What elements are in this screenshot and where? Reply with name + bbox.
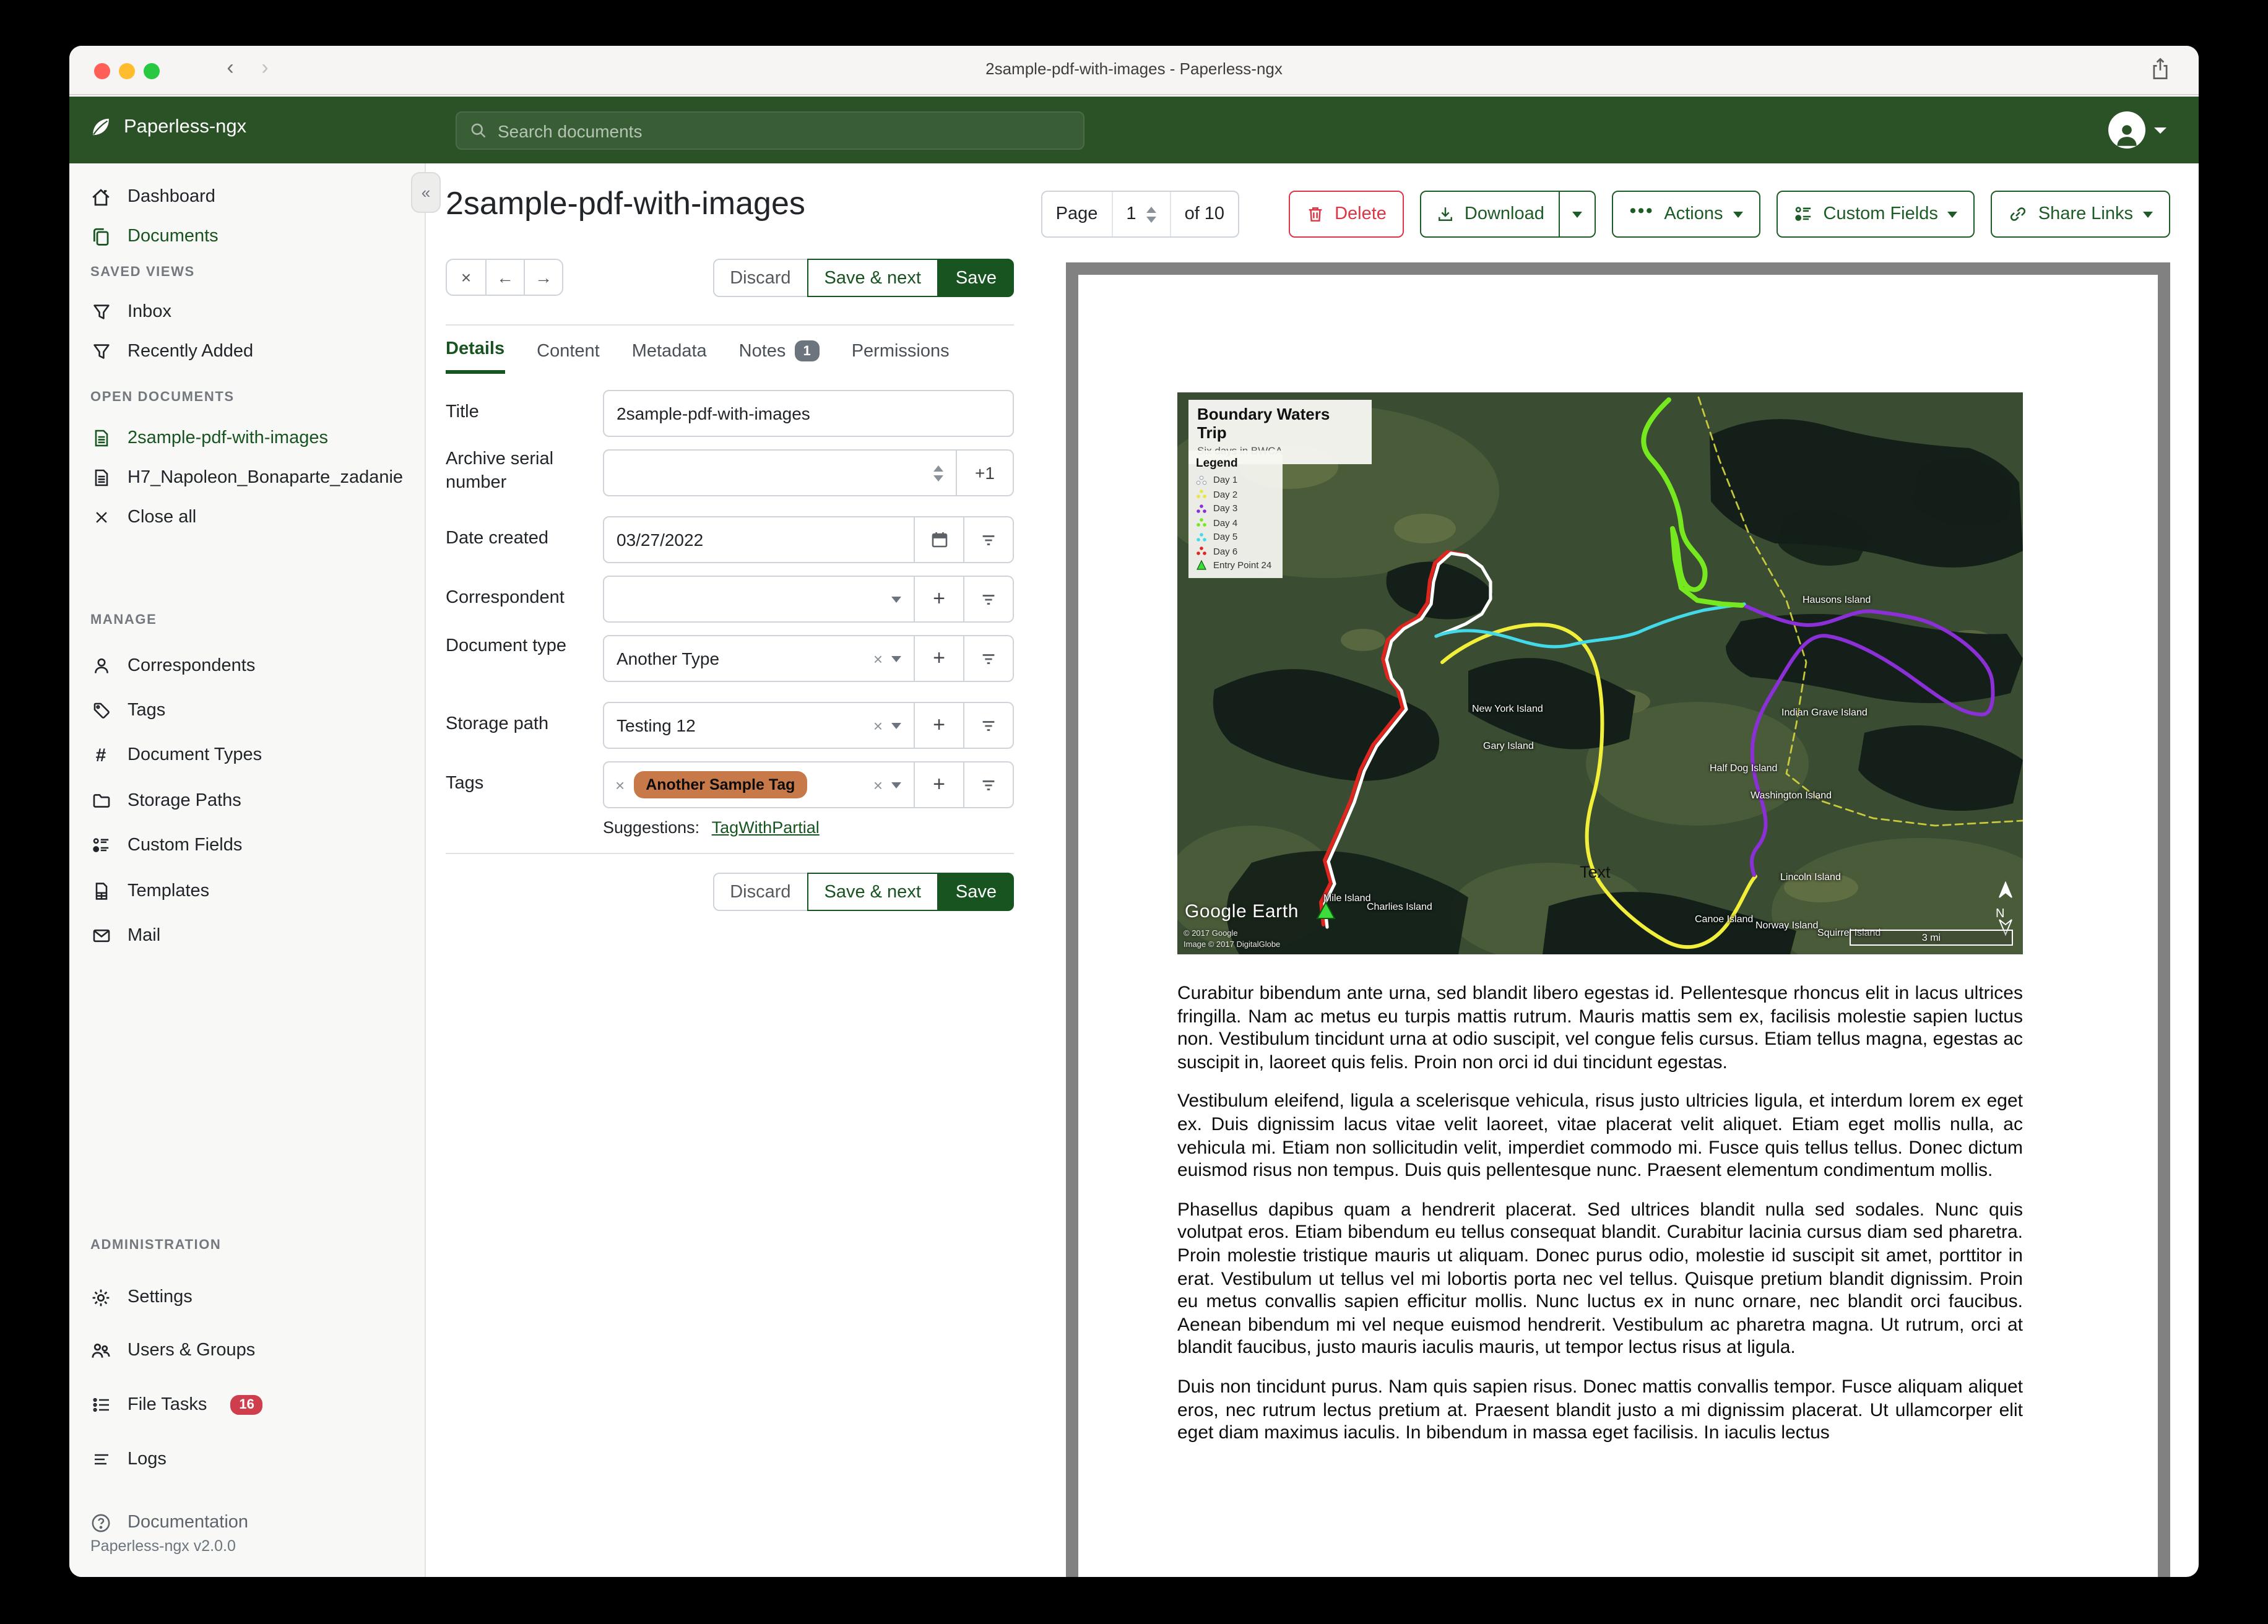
sidebar-item-dashboard[interactable] <box>69 182 425 212</box>
sidebar-item-label: Users & Groups <box>128 1341 256 1360</box>
save-button[interactable]: Save <box>938 259 1014 297</box>
map-label: Lincoln Island <box>1780 871 1841 883</box>
tab-notes[interactable]: Notes 1 <box>739 339 820 374</box>
next-document-button[interactable]: → <box>524 260 562 295</box>
share-icon[interactable] <box>2149 56 2171 83</box>
notes-badge: 1 <box>794 340 819 361</box>
chevron-down-icon <box>2154 127 2166 133</box>
sidebar-item-label: Document Types <box>128 745 262 765</box>
window-title: 2sample-pdf-with-images - Paperless-ngx <box>985 59 1283 78</box>
date-created-input[interactable]: 03/27/2022 <box>603 516 915 563</box>
map-label: Hausons Island <box>1803 594 1871 605</box>
sidebar-item-document-types[interactable] <box>69 740 425 770</box>
map-legend <box>1188 451 1283 578</box>
discard-button[interactable]: Discard <box>712 259 807 297</box>
sidebar-item-tags[interactable] <box>69 696 425 725</box>
storage-path-label: Storage path <box>446 714 549 734</box>
documents-icon <box>90 226 111 247</box>
sidebar-item-label: Correspondents <box>128 656 256 676</box>
suggestions-label: Suggestions: <box>603 818 700 837</box>
file-text-icon <box>90 467 111 488</box>
legend-item: Day 1 <box>1196 474 1275 485</box>
sidebar-item-inbox[interactable] <box>69 297 425 327</box>
map-label: Charlies Island <box>1367 901 1432 912</box>
legend-item: Day 4 <box>1196 517 1275 528</box>
legend-item: Day 2 <box>1196 488 1275 499</box>
map-image <box>1177 392 2023 954</box>
sidebar-item-templates[interactable] <box>69 876 425 906</box>
custom-fields-button[interactable]: Custom Fields <box>1777 191 1975 238</box>
sidebar-item-label: Documentation <box>128 1513 249 1532</box>
discard-button[interactable]: Discard <box>712 873 807 911</box>
title-label: Title <box>446 402 479 422</box>
logs-icon <box>90 1449 111 1470</box>
page-widget <box>1041 191 1239 238</box>
sidebar-item-label: Dashboard <box>128 187 215 207</box>
sidebar-item-label: Custom Fields <box>128 836 243 855</box>
download-split-button <box>1420 191 1596 238</box>
link-icon <box>2009 204 2028 224</box>
actions-button[interactable]: ••• Actions <box>1612 191 1760 238</box>
tags-add-button[interactable]: + <box>915 761 964 808</box>
sidebar-item-label: Templates <box>128 881 210 901</box>
question-circle-icon <box>90 1512 111 1533</box>
gear-icon <box>90 1287 111 1308</box>
search-icon <box>469 121 488 140</box>
sidebar-item-open-doc-1[interactable] <box>69 423 425 453</box>
map-label: Gary Island <box>1483 740 1534 751</box>
template-file-icon <box>90 881 111 902</box>
asn-label: Archive serial number <box>446 449 554 493</box>
hash-icon: # <box>95 745 106 766</box>
remove-tag-icon[interactable]: × <box>615 775 625 794</box>
download-options-button[interactable] <box>1559 192 1595 236</box>
person-icon <box>90 655 111 676</box>
map-text-annotation: Text <box>1580 863 1611 881</box>
browser-back-icon[interactable]: ‹ <box>227 56 234 79</box>
clear-icon[interactable]: × <box>873 775 883 794</box>
map-label: Norway Island <box>1755 920 1819 931</box>
page-spinner[interactable] <box>1146 206 1156 222</box>
close-document-button[interactable]: × <box>461 267 472 287</box>
asn-input[interactable] <box>603 449 957 496</box>
sidebar-item-label: Close all <box>128 508 197 527</box>
suggestions-row <box>603 818 820 837</box>
storage-path-select[interactable]: Testing 12 × <box>603 702 915 749</box>
document-type-filter-button[interactable] <box>964 635 1014 682</box>
date-filter-button[interactable] <box>964 516 1014 563</box>
custom-fields-icon <box>90 835 111 856</box>
sidebar-item-label: 2sample-pdf-with-images <box>128 428 328 448</box>
sidebar-item-label: Logs <box>128 1449 167 1469</box>
sidebar-item-label: Settings <box>128 1287 193 1307</box>
manage-header: MANAGE <box>90 613 157 628</box>
tab-permissions[interactable]: Permissions <box>851 341 950 361</box>
map-label: Mile Island <box>1323 892 1371 904</box>
sidebar-item-label: Inbox <box>128 302 171 322</box>
tags-filter-button[interactable] <box>964 761 1014 808</box>
details-form <box>446 382 1014 927</box>
sidebar-item-label: Recently Added <box>128 342 254 361</box>
pdf-page <box>1078 275 2158 1577</box>
previous-document-button[interactable]: ← <box>485 260 524 295</box>
funnel-icon <box>90 341 111 362</box>
sidebar <box>69 163 426 1577</box>
svg-text:N: N <box>1996 907 2005 920</box>
map-label: Half Dog Island <box>1710 762 1778 774</box>
paperless-logo-icon <box>89 115 113 139</box>
app-window <box>69 46 2199 1577</box>
sidebar-item-label: Storage Paths <box>128 791 241 811</box>
tab-content[interactable]: Content <box>537 341 600 361</box>
ellipsis-icon: ••• <box>1629 202 1655 222</box>
calendar-button[interactable] <box>915 516 964 563</box>
sidebar-item-label: File Tasks <box>128 1395 207 1415</box>
page-count: of 10 <box>1170 192 1239 236</box>
map-title: Boundary Waters Trip <box>1197 405 1330 442</box>
page-number-input[interactable]: 1 <box>1111 192 1169 236</box>
file-text-icon <box>90 428 111 449</box>
custom-fields-icon <box>1794 204 1814 224</box>
pdf-paragraph: Curabitur bibendum ante urna, sed blandit libero egestas id. Pellentesque rhoncus elit in lacus ultrices fringilla. Nam ac metus eu turpis mattis rutrum. Mauris mattis sem ex, facilisis molestie sapien luctus non. Vestibulum tincidunt urna at odio suscipit, vel congue felis cursus. Etiam tellus magna, egestas ac suscipit in, laoreet quis felis. Proin non orci id dui tincidunt egestas. <box>1177 983 2023 1073</box>
asn-plus-one-button[interactable]: +1 <box>957 449 1014 496</box>
google-earth-logo: Google Earth <box>1185 901 1299 922</box>
sidebar-item-open-doc-2[interactable] <box>69 463 425 493</box>
app-header <box>69 97 2199 163</box>
file-tasks-badge: 16 <box>230 1395 263 1415</box>
correspondent-add-button[interactable]: + <box>915 576 964 623</box>
sidebar-item-label: Tags <box>128 701 166 720</box>
sidebar-item-file-tasks[interactable] <box>69 1390 425 1420</box>
sidebar-item-users-groups[interactable] <box>69 1336 425 1365</box>
pdf-paragraph: Vestibulum eleifend, ligula a scelerisque vehicula, risus justo ultricies ligula, et interdum lorem ex eget ex. Duis dignissim lacus vitae velit laoreet, vitae placerat velit aliquet. Etiam eget mollis nulla, ac vehicula mi. Etiam non sollicitudin velit, imperdiet commodo mi. Fusce quis tellus tellus. Donec dictum euismod risus non tempus. Duis quis pellentesque nunc. Praesent elementum condimentum mollis. <box>1177 1091 2023 1181</box>
tab-bar <box>446 339 950 374</box>
tab-details[interactable]: Details <box>446 339 504 374</box>
administration-header: ADMINISTRATION <box>90 1238 222 1253</box>
title-input[interactable]: 2sample-pdf-with-images <box>603 390 1014 437</box>
document-type-label: Document type <box>446 636 567 656</box>
users-icon <box>90 1340 111 1361</box>
sidebar-item-label: Documents <box>128 227 219 246</box>
map-attribution: © 2017 Google <box>1184 930 1238 938</box>
save-next-button[interactable]: Save & next <box>807 873 938 911</box>
date-created-label: Date created <box>446 529 549 548</box>
macos-titlebar <box>69 46 2199 95</box>
saved-views-header: SAVED VIEWS <box>90 265 195 280</box>
sidebar-item-close-all[interactable] <box>69 503 425 532</box>
clear-icon[interactable]: × <box>873 649 883 668</box>
asn-spinner[interactable] <box>933 465 943 481</box>
tags-select[interactable] <box>603 761 915 808</box>
map-scale-bar: 3 mi <box>1850 930 2013 946</box>
envelope-icon <box>90 925 111 946</box>
document-type-select[interactable]: Another Type × <box>603 635 915 682</box>
doc-nav-group <box>446 259 563 296</box>
map-attribution: Image © 2017 DigitalGlobe <box>1184 941 1281 949</box>
save-next-button[interactable]: Save & next <box>807 259 938 297</box>
folder-icon <box>90 790 111 811</box>
map-label: Washington Island <box>1751 790 1832 801</box>
sidebar-collapse-button[interactable]: « <box>411 172 441 213</box>
sidebar-item-logs[interactable] <box>69 1445 425 1474</box>
page-label: Page <box>1055 204 1098 224</box>
trash-icon <box>1306 204 1325 224</box>
sidebar-item-documentation[interactable] <box>69 1508 425 1537</box>
user-menu[interactable] <box>2108 111 2166 149</box>
sidebar-item-correspondents[interactable] <box>69 651 425 681</box>
close-icon <box>90 507 111 528</box>
legend-item: Day 6 <box>1196 545 1275 556</box>
tab-metadata[interactable]: Metadata <box>631 341 707 361</box>
legend-title: Legend <box>1196 457 1238 470</box>
open-documents-header: OPEN DOCUMENTS <box>90 390 235 405</box>
pdf-paragraph: Duis non tincidunt purus. Nam quis sapien risus. Donec mattis convallis tempor. Fusce aliquam aliquet eros, nec rutrum lectus pretium at. Praesent blandit justo a mi dignissim placerat. Ut ullamcorper elit eget diam maximus iaculis. In bibendum in massa eget facilisis. In iaculis lectus <box>1177 1376 2023 1444</box>
map-label: Indian Grave Island <box>1781 707 1868 718</box>
sidebar-item-mail[interactable] <box>69 921 425 951</box>
download-icon <box>1436 204 1455 224</box>
tag-chip[interactable]: Another Sample Tag <box>633 771 807 798</box>
correspondent-filter-button[interactable] <box>964 576 1014 623</box>
app-version: Paperless-ngx v2.0.0 <box>90 1537 236 1555</box>
tags-label: Tags <box>446 774 484 793</box>
search-input[interactable] <box>456 111 1084 150</box>
browser-forward-icon[interactable]: › <box>261 56 269 79</box>
storage-path-filter-button[interactable] <box>964 702 1014 749</box>
divider <box>446 324 1014 326</box>
sidebar-item-recently-added[interactable] <box>69 337 425 366</box>
sidebar-item-label: Mail <box>128 926 161 946</box>
correspondent-select[interactable] <box>603 576 915 623</box>
clear-icon[interactable]: × <box>873 716 883 735</box>
search-placeholder: Search documents <box>498 121 643 140</box>
tag-icon <box>90 700 111 721</box>
page-title: 2sample-pdf-with-images <box>446 184 805 222</box>
sidebar-item-label: H7_Napoleon_Bonaparte_zadanie <box>128 468 404 488</box>
delete-button[interactable]: Delete <box>1289 191 1404 238</box>
sidebar-item-settings[interactable] <box>69 1282 425 1312</box>
share-links-button[interactable]: Share Links <box>1991 191 2170 238</box>
correspondent-label: Correspondent <box>446 588 565 608</box>
toolbar <box>1041 191 2170 238</box>
save-button[interactable]: Save <box>938 873 1014 911</box>
sidebar-item-documents[interactable] <box>69 222 425 251</box>
brand[interactable] <box>89 115 246 139</box>
sidebar-item-storage-paths[interactable] <box>69 786 425 816</box>
pdf-paragraph: Phasellus dapibus quam a hendrerit placerat. Sed ultrices blandit nulla sed sodales. Nunc quis volutpat eros. Etiam bibendum eu tellus consequat blandit. Curabitur lacinia cursus diam sed pharetra. Proin molestie tristique mauris ut aliquam. Donec purus odio, molestie id suscipit sit amet, porttitor in erat. Vestibulum ut tellus vel mi lobortis porta nec vel tellus. Quisque pretium blandit dignissim. Proin eu metus convallis sapien efficitur mollis. Nunc luctus ex in nunc ornare, nec blandit orci faucibus. Aenean bibendum mi vel neque euismod hendrerit. Vestibulum ac pharetra magna. Ut rutrum, orci at blandit faucibus, justo mauris iaculis mauris, ut tempor lectus risus at ligula. <box>1177 1199 2023 1358</box>
legend-item: Entry Point 24 <box>1196 559 1275 571</box>
funnel-icon <box>90 301 111 322</box>
legend-item: Day 3 <box>1196 503 1275 514</box>
suggestion-link[interactable]: TagWithPartial <box>711 818 820 837</box>
map-label: Canoe Island <box>1695 914 1754 925</box>
map-label: Squirrel Island <box>1817 927 1881 938</box>
divider <box>446 853 1014 854</box>
avatar <box>2108 111 2145 149</box>
home-icon <box>90 186 111 207</box>
storage-path-add-button[interactable]: + <box>915 702 964 749</box>
legend-item: Day 5 <box>1196 531 1275 542</box>
save-group-bottom <box>712 873 1014 911</box>
download-button[interactable]: Download <box>1421 192 1559 236</box>
document-type-add-button[interactable]: + <box>915 635 964 682</box>
pdf-preview-frame[interactable] <box>1066 262 2170 1577</box>
map-label: New York Island <box>1472 703 1543 714</box>
brand-label: Paperless-ngx <box>124 116 247 137</box>
sidebar-item-custom-fields[interactable] <box>69 831 425 860</box>
task-list-icon <box>90 1394 111 1415</box>
save-group-top <box>712 259 1014 297</box>
